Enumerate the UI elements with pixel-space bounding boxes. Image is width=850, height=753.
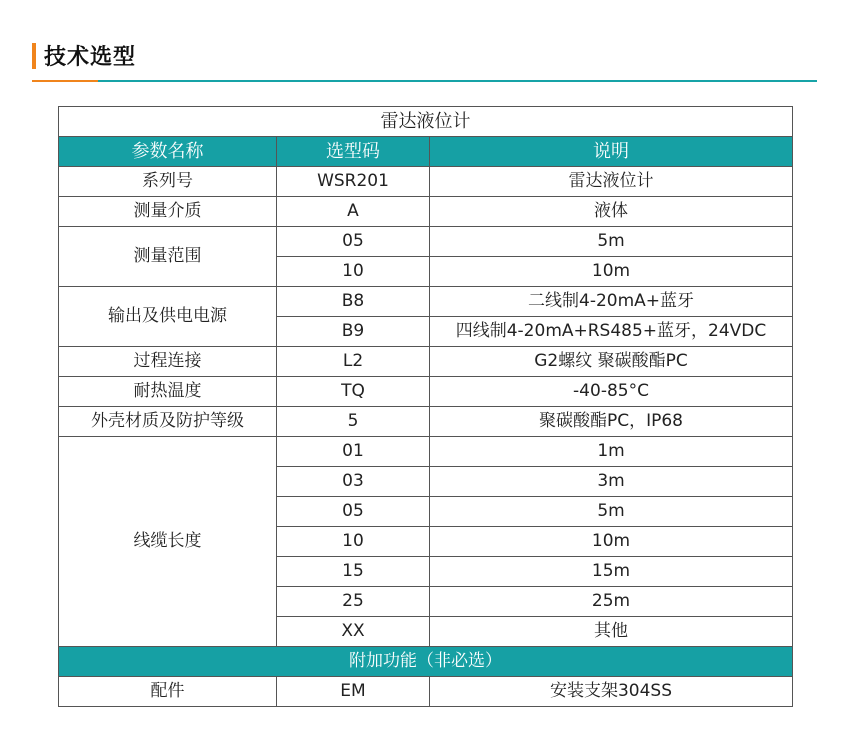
table-row bbox=[59, 347, 793, 377]
description-cell: G2螺纹 聚碳酸酯PC bbox=[430, 347, 793, 377]
selection-code-cell: 5 bbox=[277, 407, 430, 437]
section-heading bbox=[32, 40, 136, 71]
description-cell: 二线制4-20mA+蓝牙 bbox=[430, 287, 793, 317]
heading-accent-bar bbox=[32, 43, 36, 69]
selection-code-cell: B8 bbox=[277, 287, 430, 317]
section-title: 附加功能（非必选） bbox=[59, 647, 793, 677]
table-body bbox=[59, 167, 793, 707]
table-row bbox=[59, 677, 793, 707]
selection-code-cell: 01 bbox=[277, 437, 430, 467]
selection-code-cell: 05 bbox=[277, 497, 430, 527]
page-title: 技术选型 bbox=[44, 45, 137, 70]
description-cell: 聚碳酸酯PC，IP68 bbox=[430, 407, 793, 437]
table-row bbox=[59, 437, 793, 467]
param-name-cell: 耐热温度 bbox=[59, 377, 277, 407]
param-name-cell: 测量介质 bbox=[59, 197, 277, 227]
description-cell: 10m bbox=[430, 257, 793, 287]
selection-code-cell: 15 bbox=[277, 557, 430, 587]
spec-table bbox=[58, 106, 793, 707]
selection-code-cell: 10 bbox=[277, 257, 430, 287]
selection-code-cell: EM bbox=[277, 677, 430, 707]
description-cell: 1m bbox=[430, 437, 793, 467]
section-row bbox=[59, 647, 793, 677]
table-title: 雷达液位计 bbox=[59, 107, 793, 137]
selection-code-cell: A bbox=[277, 197, 430, 227]
column-header-desc: 说明 bbox=[430, 137, 793, 167]
table-row bbox=[59, 227, 793, 257]
column-header-code: 选型码 bbox=[277, 137, 430, 167]
table-header-row bbox=[59, 137, 793, 167]
description-cell: 10m bbox=[430, 527, 793, 557]
description-cell: 雷达液位计 bbox=[430, 167, 793, 197]
selection-code-cell: 25 bbox=[277, 587, 430, 617]
description-cell: 15m bbox=[430, 557, 793, 587]
table-row bbox=[59, 287, 793, 317]
param-name-cell: 外壳材质及防护等级 bbox=[59, 407, 277, 437]
description-cell: 25m bbox=[430, 587, 793, 617]
param-name-cell: 配件 bbox=[59, 677, 277, 707]
table-title-row bbox=[59, 107, 793, 137]
param-name-cell: 过程连接 bbox=[59, 347, 277, 377]
description-cell: 3m bbox=[430, 467, 793, 497]
selection-code-cell: WSR201 bbox=[277, 167, 430, 197]
description-cell: 四线制4-20mA+RS485+蓝牙，24VDC bbox=[430, 317, 793, 347]
heading-divider-accent bbox=[32, 80, 98, 82]
selection-code-cell: 10 bbox=[277, 527, 430, 557]
selection-code-cell: XX bbox=[277, 617, 430, 647]
selection-code-cell: 05 bbox=[277, 227, 430, 257]
table-row bbox=[59, 377, 793, 407]
selection-code-cell: TQ bbox=[277, 377, 430, 407]
description-cell: 安装支架304SS bbox=[430, 677, 793, 707]
description-cell: 5m bbox=[430, 227, 793, 257]
param-name-cell: 输出及供电电源 bbox=[59, 287, 277, 347]
selection-code-cell: B9 bbox=[277, 317, 430, 347]
selection-code-cell: 03 bbox=[277, 467, 430, 497]
selection-code-cell: L2 bbox=[277, 347, 430, 377]
param-name-cell: 系列号 bbox=[59, 167, 277, 197]
description-cell: 其他 bbox=[430, 617, 793, 647]
description-cell: -40-85°C bbox=[430, 377, 793, 407]
table-row bbox=[59, 407, 793, 437]
description-cell: 液体 bbox=[430, 197, 793, 227]
heading-divider bbox=[32, 80, 817, 82]
param-name-cell: 线缆长度 bbox=[59, 437, 277, 647]
description-cell: 5m bbox=[430, 497, 793, 527]
table-row bbox=[59, 197, 793, 227]
table-row bbox=[59, 167, 793, 197]
column-header-param: 参数名称 bbox=[59, 137, 277, 167]
param-name-cell: 测量范围 bbox=[59, 227, 277, 287]
